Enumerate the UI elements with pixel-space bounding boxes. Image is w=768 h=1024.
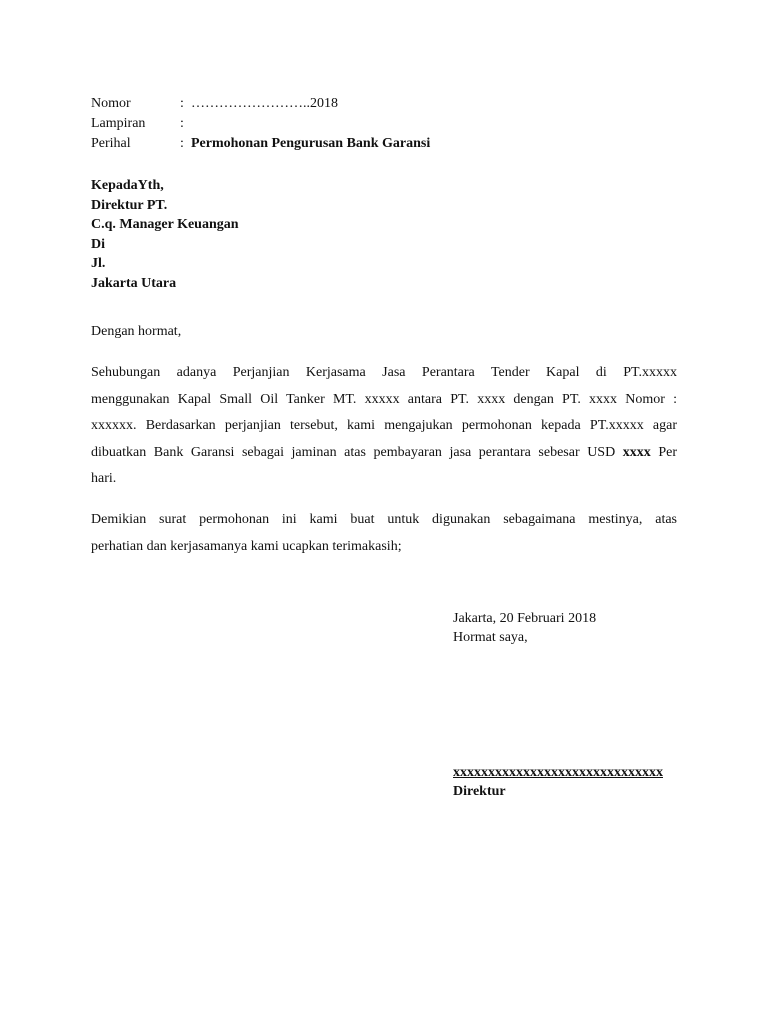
nomor-row bbox=[91, 94, 430, 114]
perihal-value: Permohonan Pengurusan Bank Garansi bbox=[191, 136, 431, 151]
closing-salutation: Hormat saya, bbox=[453, 630, 528, 645]
recipient-salutation: KepadaYth, bbox=[91, 178, 164, 193]
recipient-city: Jakarta Utara bbox=[91, 275, 177, 291]
lampiran-colon: : bbox=[180, 116, 184, 131]
paragraph-2-line-2: perhatian dan kerjasamanya kami ucapkan terimakasih; bbox=[91, 538, 402, 554]
paragraph-2-line-1: Demikian surat permohonan ini kami buat untuk digunakan sebagaimana mestinya, atas bbox=[91, 512, 677, 527]
usd-amount: xxxx bbox=[622, 444, 651, 460]
paragraph-1-line-4-text: dibuatkan Bank Garansi sebagai jaminan atas pembayaran jasa perantara sebesar USD bbox=[91, 444, 623, 460]
perihal-label: Perihal bbox=[91, 136, 131, 151]
signer-name: xxxxxxxxxxxxxxxxxxxxxxxxxxxxxx bbox=[453, 765, 663, 780]
recipient-address bbox=[91, 176, 239, 293]
recipient-street: Jl. bbox=[91, 256, 106, 271]
paragraph-1-line-4 bbox=[91, 440, 677, 467]
body-paragraph-2 bbox=[91, 507, 677, 560]
perihal-colon: : bbox=[180, 136, 184, 151]
paragraph-1-line-1: Sehubungan adanya Perjanjian Kerjasama Jasa Perantara Tender Kapal di PT.xxxxx bbox=[91, 365, 677, 380]
body-paragraph-1 bbox=[91, 360, 677, 493]
signer-block bbox=[453, 763, 663, 801]
closing-block bbox=[453, 609, 596, 647]
recipient-title: Direktur PT. bbox=[91, 197, 168, 213]
lampiran-row bbox=[91, 114, 430, 134]
lampiran-label: Lampiran bbox=[91, 116, 146, 131]
paragraph-1-line-3: xxxxxx. Berdasarkan perjanjian tersebut, kami mengajukan permohonan kepada PT.xxxxx agar bbox=[91, 418, 677, 433]
greeting: Dengan hormat, bbox=[91, 324, 182, 339]
nomor-colon: : bbox=[180, 96, 184, 111]
recipient-attention: C.q. Manager Keuangan bbox=[91, 217, 239, 232]
paragraph-1-line-2: menggunakan Kapal Small Oil Tanker MT. xxxxx antara PT. xxxx dengan PT. xxxx Nomor : bbox=[91, 391, 677, 407]
signer-title: Direktur bbox=[453, 784, 506, 799]
nomor-value: ……………………..2018 bbox=[191, 96, 338, 111]
paragraph-1-line-4-tail: Per bbox=[650, 444, 677, 460]
recipient-di: Di bbox=[91, 236, 105, 252]
nomor-label: Nomor bbox=[91, 96, 131, 111]
paragraph-1-line-5: hari. bbox=[91, 471, 117, 486]
letter-header bbox=[91, 94, 430, 154]
place-date: Jakarta, 20 Februari 2018 bbox=[453, 611, 597, 626]
perihal-row bbox=[91, 134, 430, 154]
